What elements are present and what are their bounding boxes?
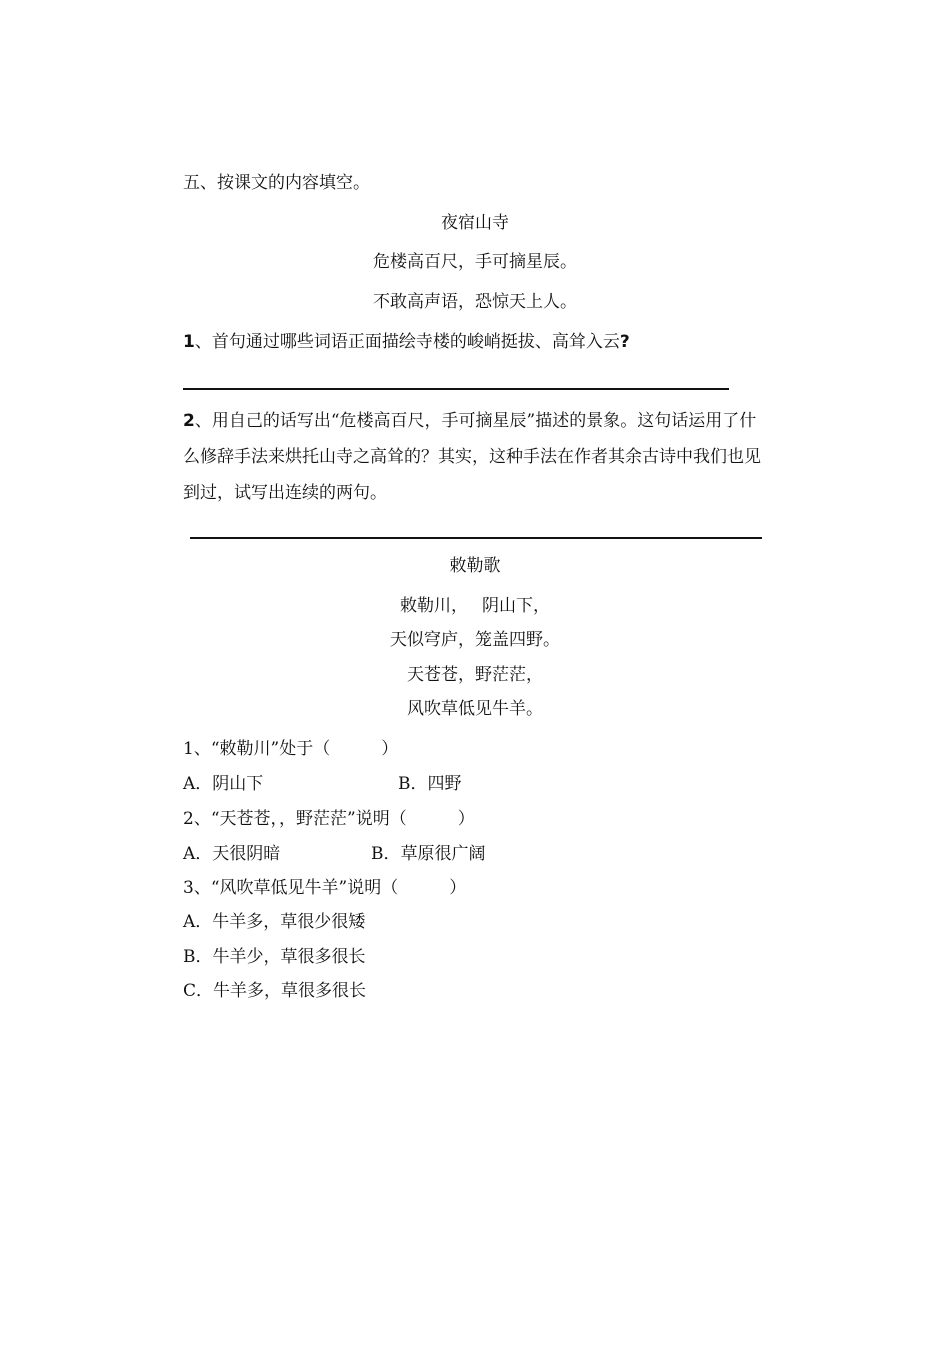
mc-question-stem: 3、“风吹草低见牛羊”说明（ ） xyxy=(183,878,467,898)
poem1-line: 不敢高声语，恐惊天上人。 xyxy=(373,292,577,312)
question-number: 1 xyxy=(183,332,195,352)
question-text: 、用自己的话写出“危楼高百尺，手可摘星辰”描述的景象。这句话运用了什么修辞手法来烘托山寺之高耸的？其实，这种手法在作者其余古诗中我们也见到过，试写出连续的两句。 xyxy=(183,411,761,503)
poem2-line: 天似穹庐，笼盖四野。 xyxy=(390,630,560,650)
section-heading: 五、按课文的内容填空。 xyxy=(183,173,370,193)
poem2-title: 敕勒歌 xyxy=(449,556,501,576)
mc-option[interactable]: B．牛羊少，草很多很长 xyxy=(183,947,366,967)
question-mark: ? xyxy=(619,332,630,352)
poem1-title: 夜宿山寺 xyxy=(441,213,509,233)
poem2-line: 天苍苍，野茫茫， xyxy=(407,665,543,685)
question-number: 2 xyxy=(183,411,195,431)
mc-question-stem: 2、“天苍苍，，野茫茫”说明（ ） xyxy=(183,809,475,829)
mc-option[interactable]: A．阴山下 xyxy=(183,774,264,794)
answer-line[interactable] xyxy=(190,537,762,539)
mc-option[interactable]: B．草原很广阔 xyxy=(371,844,486,864)
mc-option[interactable]: A．天很阴暗 xyxy=(183,844,281,864)
mc-question-stem: 1、“敕勒川”处于（ ） xyxy=(183,739,399,759)
mc-option[interactable]: C．牛羊多，草很多很长 xyxy=(183,981,367,1001)
poem2-line: 风吹草低见牛羊。 xyxy=(407,699,543,719)
question-text: 、首句通过哪些词语正面描绘寺楼的峻峭挺拔、高耸入云 xyxy=(194,332,620,352)
answer-line[interactable] xyxy=(183,388,729,390)
mc-option[interactable]: A．牛羊多，草很少很矮 xyxy=(183,912,366,932)
mc-option[interactable]: B．四野 xyxy=(398,774,462,794)
question-1 xyxy=(183,331,630,353)
poem1-line: 危楼高百尺，手可摘星辰。 xyxy=(373,252,577,272)
question-2 xyxy=(183,403,773,511)
poem2-line: 敕勒川， 阴山下， xyxy=(400,596,550,616)
